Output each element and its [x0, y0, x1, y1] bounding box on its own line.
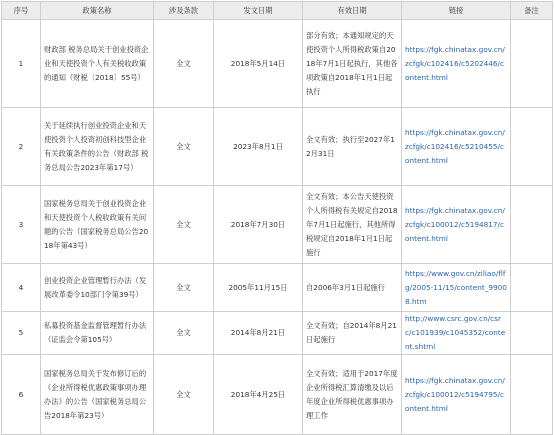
issue-date: 2023年8月1日 [214, 108, 303, 186]
table-row [2, 312, 553, 355]
policy-link[interactable]: https://fgk.chinatax.gov.cn/zcfgk/c102416/c5202446/content.html [402, 20, 511, 108]
policy-table [1, 1, 553, 435]
clause-scope: 全文 [154, 108, 214, 186]
valid-date: 全文有效；适用于2017年度企业所得税汇算清缴及以后年度企业所得税优惠事项办理工作 [303, 355, 402, 435]
policy-name: 财政部 税务总局关于创业投资企业和天使投资个人有关税收政策的通知（财税〔2018〕55号） [41, 20, 154, 108]
note [511, 355, 553, 435]
policy-link[interactable]: https://www.gov.cn/ziliao/flfg/2005-11/15/content_99008.htm [402, 264, 511, 312]
header-row [2, 2, 553, 20]
policy-link[interactable]: https://fgk.chinatax.gov.cn/zcfgk/c102416/c5210455/content.html [402, 108, 511, 186]
row-number: 5 [2, 312, 41, 355]
note [511, 20, 553, 108]
clause-scope: 全文 [154, 264, 214, 312]
policy-name: 私募投资基金监督管理暂行办法（证监会令第105号） [41, 312, 154, 355]
table-row [2, 20, 553, 108]
header-link: 链接 [402, 2, 511, 20]
table-row [2, 355, 553, 435]
issue-date: 2018年5月14日 [214, 20, 303, 108]
issue-date: 2018年4月25日 [214, 355, 303, 435]
note [511, 312, 553, 355]
policy-name: 国家税务总局关于创业投资企业和天使投资个人税收政策有关问题的公告（国家税务总局公告2018年第43号） [41, 186, 154, 264]
policy-name: 关于延续执行创业投资企业和天使投资个人投资初创科技型企业有关政策条件的公告（财政部 税务总局公告2023年第17号） [41, 108, 154, 186]
valid-date: 全文有效；本公告天使投资个人所得税有关规定自2018年7月1日起施行，其他所得税规定自2018年1月1日起施行 [303, 186, 402, 264]
policy-name: 国家税务总局关于发布修订后的《企业所得税优惠政策事项办理办法》的公告（国家税务总局公告2018年第23号） [41, 355, 154, 435]
header-valid-date: 有效日期 [303, 2, 402, 20]
valid-date: 部分有效；本通知规定的天使投资个人所得税政策自2018年7月1日起执行，其他各项政策自2018年1月1日起执行 [303, 20, 402, 108]
row-number: 6 [2, 355, 41, 435]
valid-date: 全文有效；执行至2027年12月31日 [303, 108, 402, 186]
table-row [2, 186, 553, 264]
issue-date: 2014年8月21日 [214, 312, 303, 355]
row-number: 2 [2, 108, 41, 186]
note [511, 108, 553, 186]
row-number: 4 [2, 264, 41, 312]
clause-scope: 全文 [154, 355, 214, 435]
valid-date: 全文有效；自2014年8月21日起施行 [303, 312, 402, 355]
note [511, 186, 553, 264]
policy-link[interactable]: http://www.csrc.gov.cn/csrc/c101939/c1045352/content.shtml [402, 312, 511, 355]
row-number: 1 [2, 20, 41, 108]
policy-name: 创业投资企业管理暂行办法（发展改革委令10部门令第39号） [41, 264, 154, 312]
table-row [2, 264, 553, 312]
issue-date: 2005年11月15日 [214, 264, 303, 312]
row-number: 3 [2, 186, 41, 264]
header-policy-name: 政策名称 [41, 2, 154, 20]
clause-scope: 全文 [154, 186, 214, 264]
clause-scope: 全文 [154, 312, 214, 355]
header-no: 序号 [2, 2, 41, 20]
policy-link[interactable]: https://fgk.chinatax.gov.cn/zcfgk/c100012/c5194817/content.html [402, 186, 511, 264]
header-issue-date: 发文日期 [214, 2, 303, 20]
table-row [2, 108, 553, 186]
valid-date: 自2006年3月1日起施行 [303, 264, 402, 312]
header-note: 备注 [511, 2, 553, 20]
policy-link[interactable]: https://fgk.chinatax.gov.cn/zcfgk/c100012/c5194795/content.html [402, 355, 511, 435]
issue-date: 2018年7月30日 [214, 186, 303, 264]
clause-scope: 全文 [154, 20, 214, 108]
header-scope: 涉及条款 [154, 2, 214, 20]
note [511, 264, 553, 312]
